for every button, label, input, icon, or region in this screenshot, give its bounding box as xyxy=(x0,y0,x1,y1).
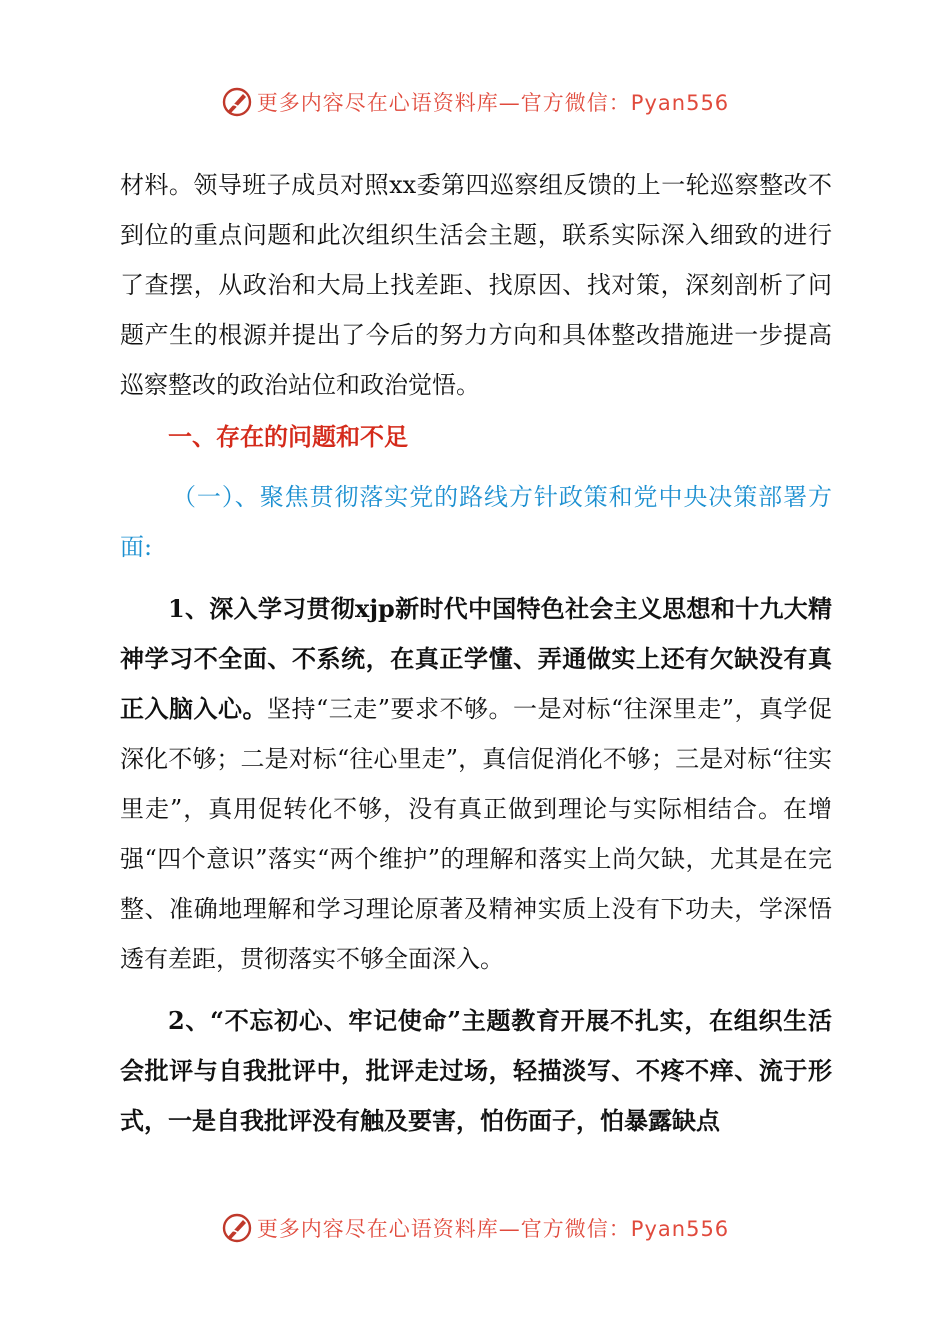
item-2-paragraph: 2、“不忘初心、牢记使命”主题教育开展不扎实，在组织生活会批评与自我批评中，批评走过场，轻描淡写、不疼不痒、流于形式，一是自我批评没有触及要害，怕伤面子，怕暴露缺点 xyxy=(120,1006,832,1135)
document-body xyxy=(120,160,832,1146)
pen-logo-icon xyxy=(221,1212,253,1244)
pen-logo-icon xyxy=(221,86,253,118)
watermark-footer-text: 更多内容尽在心语资料库—官方微信：Pyan556 xyxy=(256,1217,730,1241)
watermark-header-text: 更多内容尽在心语资料库—官方微信：Pyan556 xyxy=(256,91,730,115)
watermark-footer xyxy=(0,1208,950,1248)
section-heading: 一、存在的问题和不足 xyxy=(168,422,408,451)
item-1-body: 坚持“三走”要求不够。一是对标“往深里走”，真学促深化不够；二是对标“往心里走”，真信促消化不够；三是对标“往实里走”，真用促转化不够，没有真正做到理论与实际相结合。在增强“四个意识”落实“两个维护”的理解和落实上尚欠缺，尤其是在完整、准确地理解和学习理论原著及精神实质上没有下功夫，学深悟透有差距，贯彻落实不够全面深入。 xyxy=(120,695,832,973)
item-1-title: 1、深入学习贯彻xjp新时代中国特色社会主义思想和十九大精神学习不全面、不系统，在真正学懂、弄通做实上还有欠缺没有真正入脑入心。 xyxy=(120,594,832,723)
item-1-paragraph xyxy=(120,584,832,984)
subsection-heading: （一）、聚焦贯彻落实党的路线方针政策和党中央决策部署方面: xyxy=(120,483,832,561)
watermark-header xyxy=(0,82,950,122)
intro-paragraph: 材料。领导班子成员对照xx委第四巡察组反馈的上一轮巡察整改不到位的重点问题和此次组织生活会主题，联系实际深入细致的进行了查摆，从政治和大局上找差距、找原因、找对策，深刻剖析了问题产生的根源并提出了今后的努力方向和具体整改措施进一步提高巡察整改的政治站位和政治觉悟。 xyxy=(120,171,832,399)
